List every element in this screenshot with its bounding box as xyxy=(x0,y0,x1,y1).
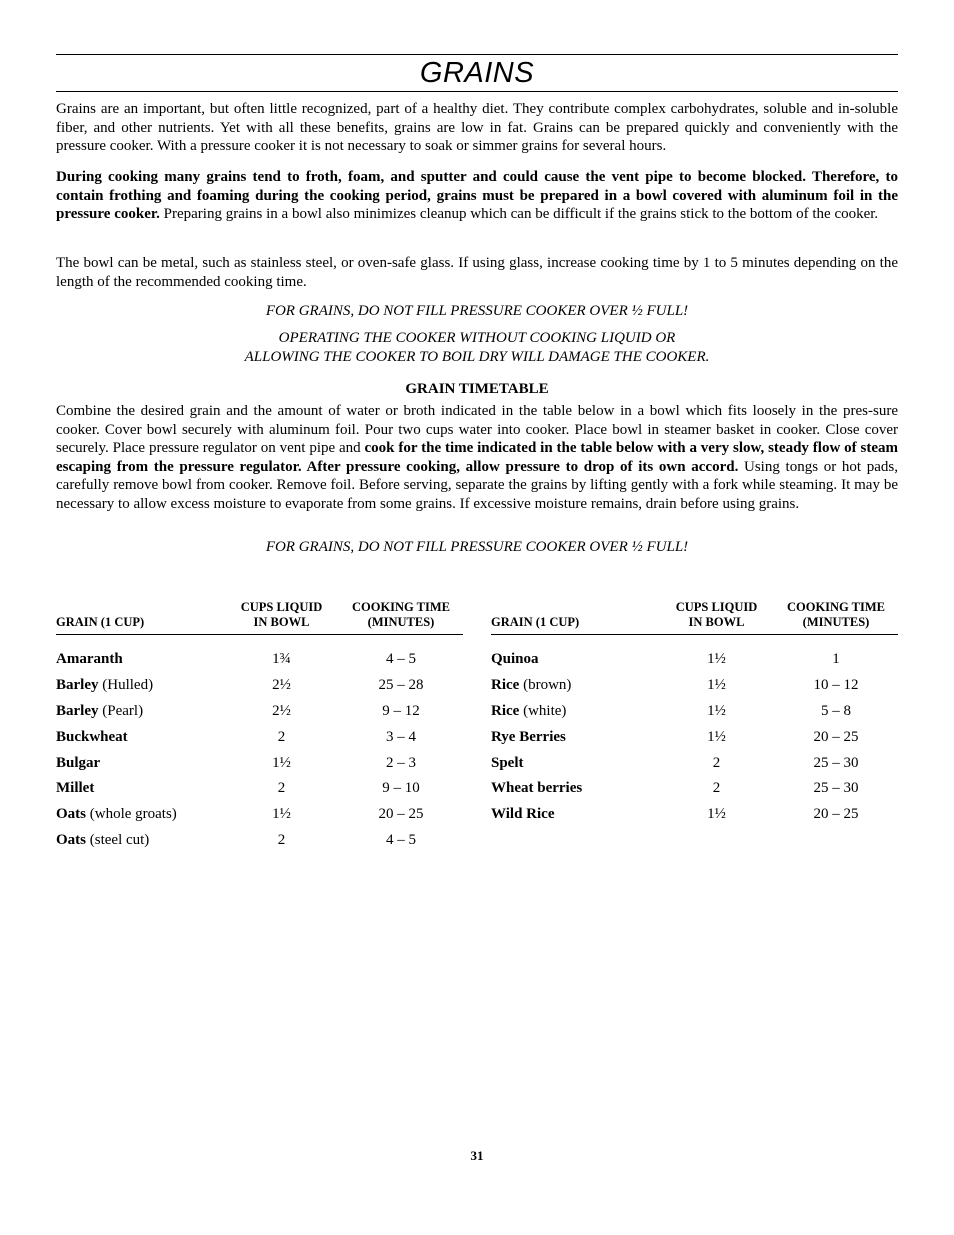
table-row xyxy=(56,776,463,802)
grain-name-cell xyxy=(56,776,224,802)
title-bar xyxy=(56,54,898,92)
time-cell: 1 xyxy=(832,651,840,668)
liquid-cell: 2 xyxy=(277,728,286,745)
caution-dry-line-2: ALLOWING THE COOKER TO BOIL DRY WILL DAMAGE THE COOKER. xyxy=(244,348,710,365)
caution-fill-notice: FOR GRAINS, DO NOT FILL PRESSURE COOKER OVER ½ FULL! xyxy=(265,303,689,319)
liquid-cell: 2½ xyxy=(272,702,291,719)
grain-name: Rice xyxy=(491,702,520,719)
grain-note: (brown) xyxy=(519,677,572,694)
table-row xyxy=(56,673,463,699)
page-number: 31 xyxy=(470,1148,484,1163)
warning-paragraph xyxy=(56,168,898,224)
table-row xyxy=(491,802,898,828)
caution-dry-line-1: OPERATING THE COOKER WITHOUT COOKING LIQUID OR xyxy=(278,330,676,346)
grain-name-cell xyxy=(56,724,224,750)
header-time-line-2: (MINUTES) xyxy=(367,615,435,629)
liquid-cell: 1½ xyxy=(707,651,726,668)
grain-name-cell xyxy=(56,750,224,776)
grain-table-right xyxy=(491,600,898,828)
grain-name-cell xyxy=(56,828,224,854)
liquid-cell: 2 xyxy=(277,780,286,797)
liquid-cell: 1¾ xyxy=(272,651,291,668)
time-cell: 4 – 5 xyxy=(386,831,416,848)
table-row xyxy=(491,673,898,699)
grain-name-cell xyxy=(56,802,224,828)
grain-name: Oats xyxy=(56,831,86,848)
liquid-cell: 1½ xyxy=(707,677,726,694)
timetable-paragraph xyxy=(56,402,898,514)
time-cell: 9 – 12 xyxy=(382,702,420,719)
header-time xyxy=(774,600,898,635)
grain-name-cell xyxy=(491,699,659,725)
header-grain: GRAIN (1 CUP) xyxy=(56,600,224,635)
grain-name-cell xyxy=(56,699,224,725)
grain-name-cell xyxy=(491,724,659,750)
table-row xyxy=(56,828,463,854)
time-cell: 25 – 30 xyxy=(813,754,859,771)
table-row xyxy=(56,699,463,725)
table-row xyxy=(56,724,463,750)
table-header-row xyxy=(491,600,898,635)
grain-name: Rice xyxy=(491,677,520,694)
grain-name: Buckwheat xyxy=(56,728,128,745)
liquid-cell: 1½ xyxy=(272,754,291,771)
header-time-line-1: COOKING TIME xyxy=(351,600,451,614)
grain-name-cell xyxy=(56,673,224,699)
liquid-cell: 1½ xyxy=(272,806,291,823)
time-cell: 10 – 12 xyxy=(813,677,859,694)
warning-regular-text: Preparing grains in a bowl also minimizes cleanup which can be difficult if the grains stick to the bottom of the cooker. xyxy=(159,206,879,223)
table-row xyxy=(56,802,463,828)
header-liquid-line-2: IN BOWL xyxy=(688,615,745,629)
table-row xyxy=(491,699,898,725)
table-header-row xyxy=(56,600,463,635)
grain-name: Barley xyxy=(56,677,99,694)
grain-name: Amaranth xyxy=(56,651,123,668)
grain-note: (whole groats) xyxy=(86,806,177,823)
bowl-paragraph: The bowl can be metal, such as stainless steel, or oven-safe glass. If using glass, increase cooking time by 1 to 5 minutes depending on the length of the recommended cooking time. xyxy=(56,255,898,290)
grain-name: Wheat berries xyxy=(491,780,583,797)
grain-note: (white) xyxy=(519,702,567,719)
timetable-heading: GRAIN TIMETABLE xyxy=(405,381,549,397)
header-liquid xyxy=(224,600,339,635)
header-time-line-2: (MINUTES) xyxy=(802,615,870,629)
time-cell: 2 – 3 xyxy=(386,754,416,771)
table-row xyxy=(56,635,463,673)
grain-note: (Hulled) xyxy=(98,677,154,694)
grain-name-cell xyxy=(491,635,659,673)
caution-fill-notice-2: FOR GRAINS, DO NOT FILL PRESSURE COOKER OVER ½ FULL! xyxy=(265,539,689,555)
header-liquid-line-1: CUPS LIQUID xyxy=(240,600,323,614)
grain-name: Bulgar xyxy=(56,754,101,771)
time-cell: 4 – 5 xyxy=(386,651,416,668)
timetable-bold-text: cook for the time indicated in the table below with a very slow, steady flow of steam escaping from the pressure regulator. After pressure cooking, allow pressure to drop of its own accord. xyxy=(56,440,898,475)
time-cell: 9 – 10 xyxy=(382,780,420,797)
grain-name-cell xyxy=(491,776,659,802)
table-row xyxy=(491,776,898,802)
warning-bold-text: During cooking many grains tend to froth, foam, and sputter and could cause the vent pipe to become blocked. Therefore, to contain frothing and foaming during the cooking period, grains must be prepared in a bowl covered with aluminum foil in the pressure cooker. xyxy=(56,169,898,223)
time-cell: 20 – 25 xyxy=(813,806,859,823)
liquid-cell: 2 xyxy=(277,831,286,848)
header-time-line-1: COOKING TIME xyxy=(786,600,886,614)
caution-dry-notice xyxy=(56,329,898,366)
liquid-cell: 1½ xyxy=(707,702,726,719)
grain-table-left xyxy=(56,600,463,853)
table-row xyxy=(56,750,463,776)
grain-note: (steel cut) xyxy=(86,831,150,848)
grain-name-cell xyxy=(491,750,659,776)
grain-name: Oats xyxy=(56,806,86,823)
timetable-text-2: Using tongs or hot pads, carefully remove bowl from cooker. Remove foil. Before serving, separate the grains by lifting gently with a fork while steaming. It may be necessary to allow excess moisture to evaporate from some grains. If excessive moisture remains, drain before using grains. xyxy=(56,458,898,512)
grain-name: Millet xyxy=(56,780,95,797)
time-cell: 3 – 4 xyxy=(386,728,416,745)
time-cell: 5 – 8 xyxy=(821,702,851,719)
liquid-cell: 2 xyxy=(712,754,721,771)
liquid-cell: 2½ xyxy=(272,677,291,694)
time-cell: 25 – 30 xyxy=(813,780,859,797)
grain-name-cell xyxy=(56,635,224,673)
header-liquid-line-1: CUPS LIQUID xyxy=(675,600,758,614)
header-liquid-line-2: IN BOWL xyxy=(253,615,310,629)
liquid-cell: 2 xyxy=(712,780,721,797)
header-time xyxy=(339,600,463,635)
grain-name-cell xyxy=(491,802,659,828)
intro-paragraph: Grains are an important, but often little recognized, part of a healthy diet. They contribute complex carbohydrates, soluble and in-soluble fiber, and other nutrients. Yet with all these benefits, grains are low in fat. Grains can be prepared quickly and conveniently with the pressure cooker. With a pressure cooker it is not necessary to soak or simmer grains for several hours. xyxy=(56,101,898,155)
liquid-cell: 1½ xyxy=(707,728,726,745)
page-title: GRAINS xyxy=(419,57,535,89)
grain-name: Barley xyxy=(56,702,99,719)
time-cell: 20 – 25 xyxy=(813,728,859,745)
time-cell: 25 – 28 xyxy=(378,677,424,694)
liquid-cell: 1½ xyxy=(707,806,726,823)
table-row xyxy=(491,635,898,673)
time-cell: 20 – 25 xyxy=(378,806,424,823)
header-liquid xyxy=(659,600,774,635)
header-grain: GRAIN (1 CUP) xyxy=(491,600,659,635)
grain-name: Spelt xyxy=(491,754,524,771)
grain-name: Rye Berries xyxy=(491,728,566,745)
timetable-text-1: Combine the desired grain and the amount of water or broth indicated in the table below in a bowl which fits loosely in the pres-sure cooker. Cover bowl securely with aluminum foil. Pour two cups water into cooker. Place bowl in steamer basket in cooker. Close cover securely. Place pressure regulator on vent pipe and xyxy=(56,403,898,457)
table-row xyxy=(491,724,898,750)
grain-name-cell xyxy=(491,673,659,699)
grain-name: Quinoa xyxy=(491,651,539,668)
table-row xyxy=(491,750,898,776)
grain-name: Wild Rice xyxy=(491,806,555,823)
grain-note: (Pearl) xyxy=(98,702,144,719)
